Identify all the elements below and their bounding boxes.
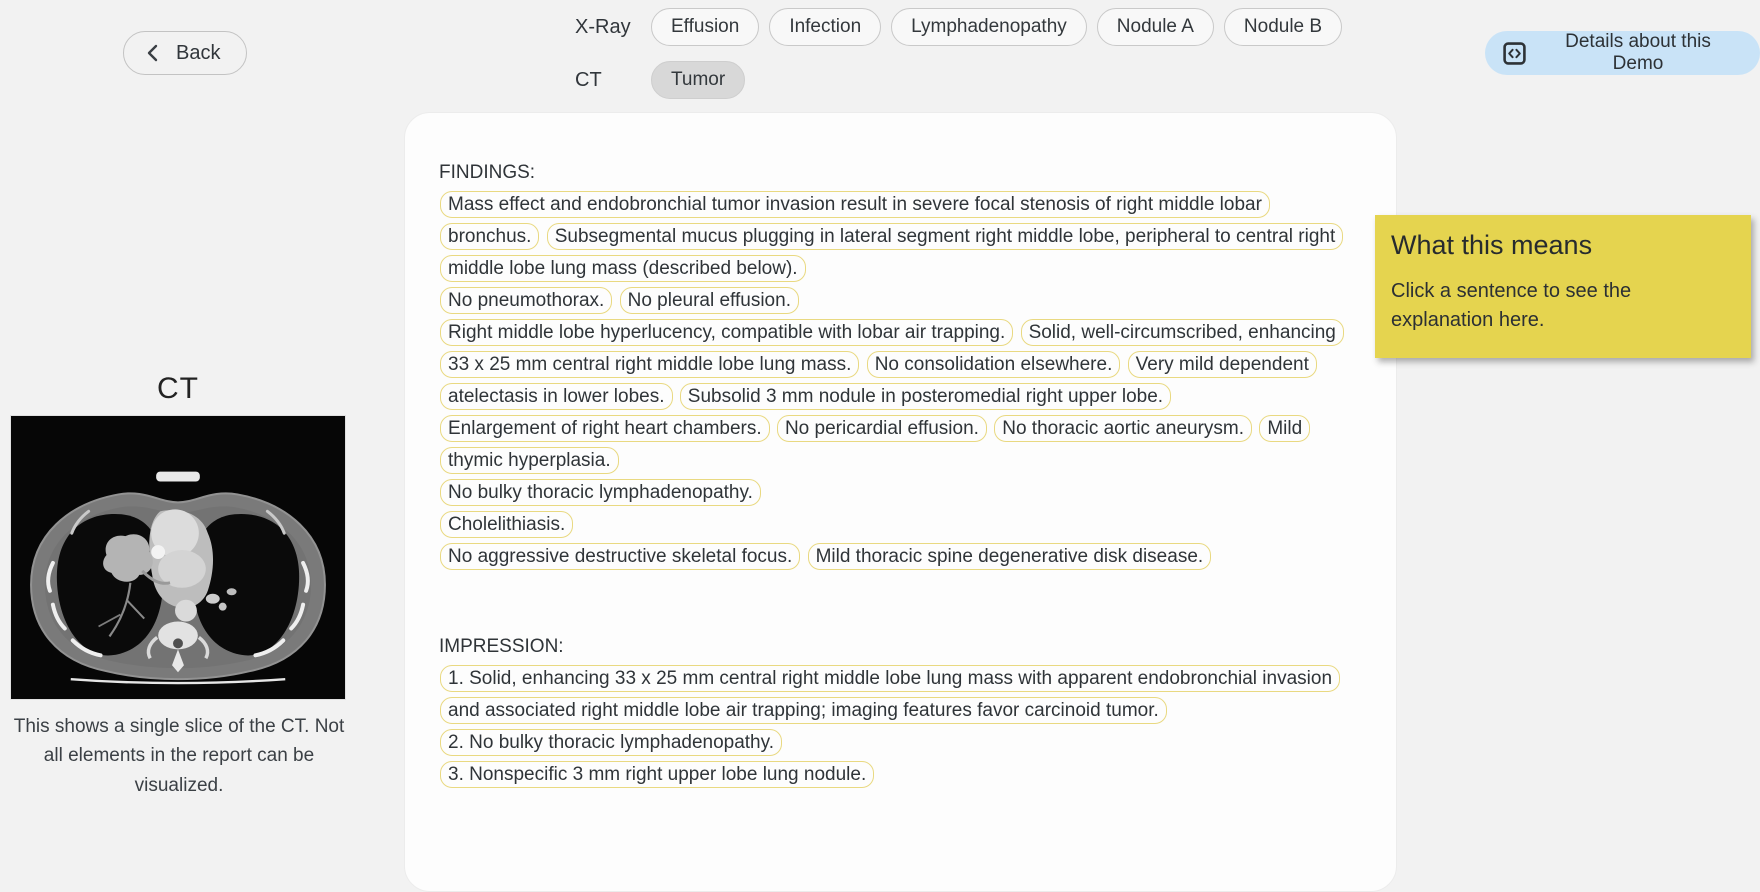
report-paragraph xyxy=(439,317,1356,413)
report-sentence[interactable]: 2. No bulky thoracic lymphadenopathy. xyxy=(440,729,782,756)
code-icon xyxy=(1503,42,1526,65)
report-sentence[interactable]: Very mild dependent atelectasis in lower lobes. xyxy=(440,351,1317,410)
report-card xyxy=(404,112,1397,892)
modality-selector xyxy=(575,8,1342,114)
ct-image-title: CT xyxy=(157,372,199,405)
report-sentence[interactable]: Subsolid 3 mm nodule in posteromedial right upper lobe. xyxy=(680,383,1171,410)
report-paragraph xyxy=(439,477,1356,509)
modality-button-group xyxy=(651,8,1342,46)
report-paragraph xyxy=(439,413,1356,477)
finding-button-infection[interactable]: Infection xyxy=(769,8,881,46)
report-sentence[interactable]: No thoracic aortic aneurysm. xyxy=(994,415,1252,442)
report-paragraph xyxy=(439,759,1356,791)
report-sentence[interactable]: Solid, well-circumscribed, enhancing 33 x 25 mm central right middle lobe lung mass. xyxy=(440,319,1344,378)
report-sentence[interactable]: Mild thoracic spine degenerative disk disease. xyxy=(808,543,1212,570)
chevron-left-icon xyxy=(144,43,162,63)
report-sentence[interactable]: Cholelithiasis. xyxy=(440,511,573,538)
explanation-panel xyxy=(1375,215,1751,358)
modality-row-label: CT xyxy=(575,68,602,91)
finding-button-nodule-b[interactable]: Nodule B xyxy=(1224,8,1342,46)
report-sentence[interactable]: 3. Nonspecific 3 mm right upper lobe lung nodule. xyxy=(440,761,874,788)
report-paragraph xyxy=(439,663,1356,727)
report-sentence[interactable]: Right middle lobe hyperlucency, compatible with lobar air trapping. xyxy=(440,319,1013,346)
report-sentence[interactable]: No pleural effusion. xyxy=(620,287,799,314)
report-sentence[interactable]: No bulky thoracic lymphadenopathy. xyxy=(440,479,761,506)
findings-heading: FINDINGS: xyxy=(439,162,536,183)
report-sentence[interactable]: 1. Solid, enhancing 33 x 25 mm central right middle lobe lung mass with apparent endobronchial invasion and associated right middle lobe air trapping; imaging features favor carcinoid tumor. xyxy=(440,665,1340,724)
report-paragraph xyxy=(439,727,1356,759)
report-paragraph xyxy=(439,509,1356,541)
explanation-body: Click a sentence to see the explanation here. xyxy=(1391,280,1632,331)
finding-button-tumor[interactable]: Tumor xyxy=(651,61,745,99)
explanation-title: What this means xyxy=(1391,230,1593,260)
ct-image-caption: This shows a single slice of the CT. Not all elements in the report can be visualized. xyxy=(13,716,345,796)
finding-button-lymphadenopathy[interactable]: Lymphadenopathy xyxy=(891,8,1087,46)
report-sentence[interactable]: No consolidation elsewhere. xyxy=(867,351,1121,378)
report-paragraph xyxy=(439,541,1356,573)
findings-body xyxy=(439,189,1356,573)
report-paragraph xyxy=(439,285,1356,317)
finding-button-effusion[interactable]: Effusion xyxy=(651,8,759,46)
report-sentence[interactable]: No aggressive destructive skeletal focus. xyxy=(440,543,800,570)
report-sentence[interactable]: Enlargement of right heart chambers. xyxy=(440,415,770,442)
details-about-demo-button[interactable] xyxy=(1485,31,1760,75)
report-sentence[interactable]: Mild thymic hyperplasia. xyxy=(440,415,1310,474)
report-sentence[interactable]: No pneumothorax. xyxy=(440,287,612,314)
impression-body xyxy=(439,663,1356,791)
back-button[interactable] xyxy=(123,31,247,75)
details-label: Details about this Demo xyxy=(1565,31,1711,74)
report-sentence[interactable]: No pericardial effusion. xyxy=(777,415,987,442)
report-sentence[interactable]: Mass effect and endobronchial tumor invasion result in severe focal stenosis of right middle lobar bronchus. xyxy=(440,191,1270,250)
modality-row-label: X-Ray xyxy=(575,15,631,38)
back-label: Back xyxy=(176,41,221,64)
finding-button-nodule-a[interactable]: Nodule A xyxy=(1097,8,1214,46)
ct-axial-slice-graphic xyxy=(11,416,345,699)
modality-button-group xyxy=(651,61,745,99)
report-paragraph xyxy=(439,189,1356,285)
ct-scan-image xyxy=(10,415,346,700)
impression-heading: IMPRESSION: xyxy=(439,636,564,657)
report-sentence[interactable]: Subsegmental mucus plugging in lateral segment right middle lobe, peripheral to central right middle lobe lung mass (described below). xyxy=(440,223,1343,282)
